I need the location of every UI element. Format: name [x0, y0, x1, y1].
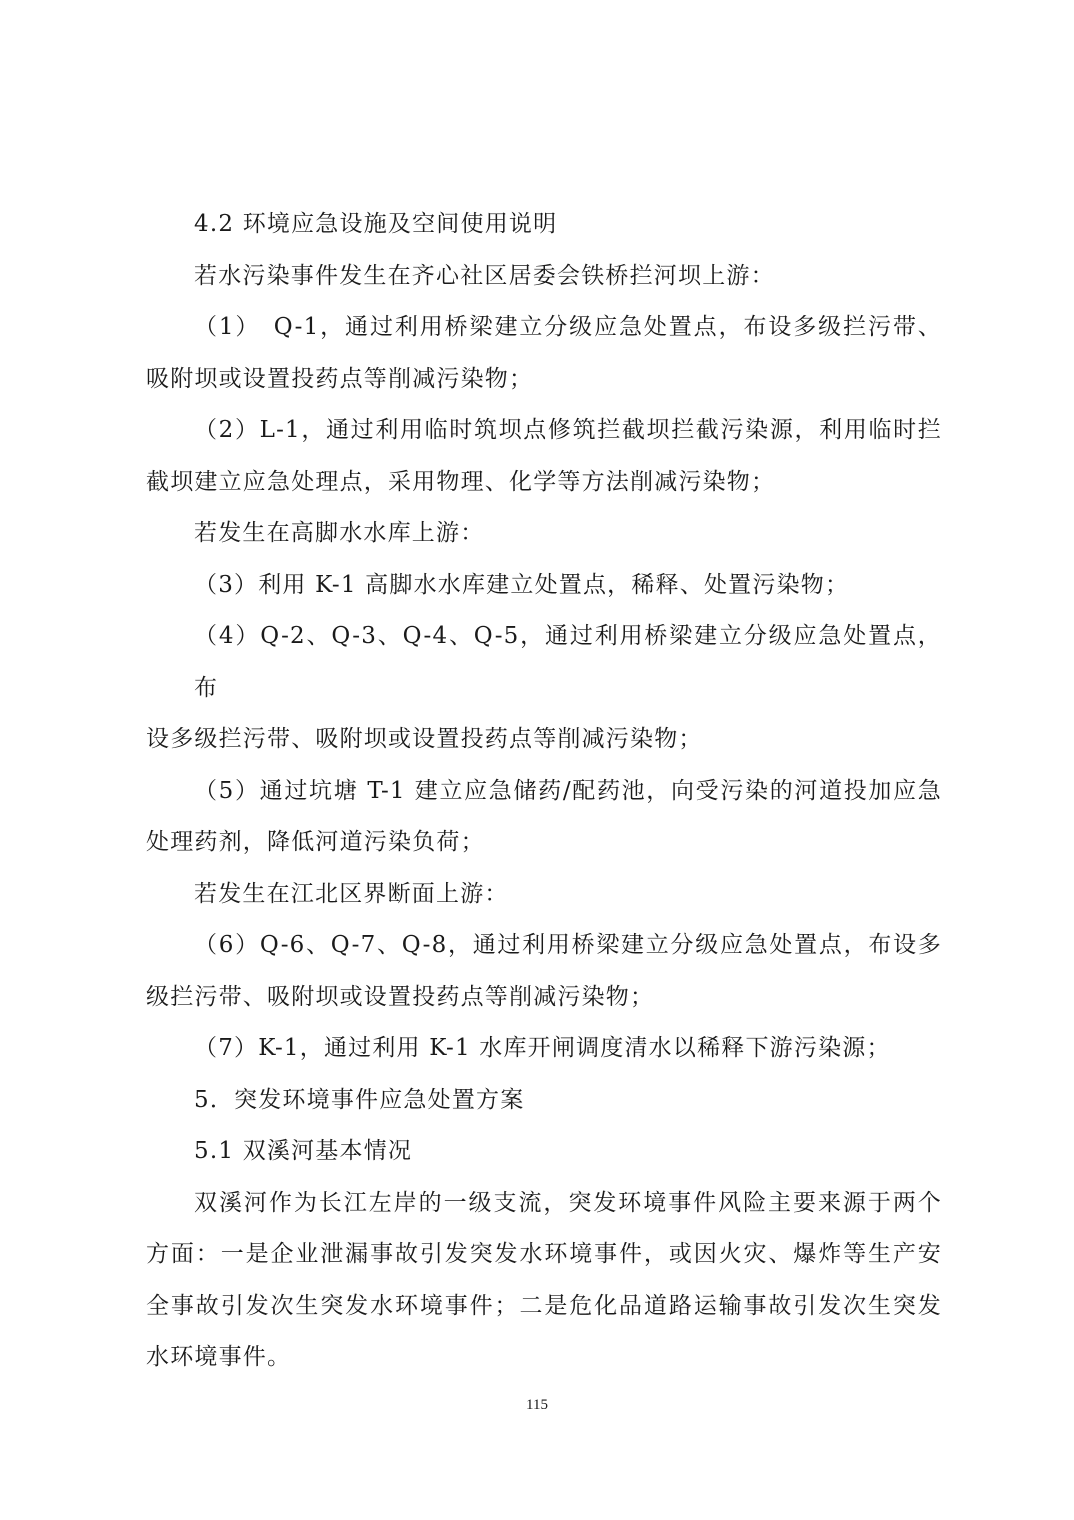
item-3: （3）利用 K-1 高脚水水库建立处置点，稀释、处置污染物； [194, 571, 850, 598]
paragraph-line-1: 双溪河作为长江左岸的一级支流，突发环境事件风险主要来源于两个 [194, 1189, 942, 1216]
item-5-line-1: （5）通过坑塘 T-1 建立应急储药/配药池，向受污染的河道投加应急 [194, 777, 942, 804]
item-1-line-1: （1） Q-1，通过利用桥梁建立分级应急处置点，布设多级拦污带、 [194, 314, 942, 340]
scenario-heading-2: 若发生在高脚水水库上游： [194, 520, 485, 546]
item-4-line-1: （4）Q-2、Q-3、Q-4、Q-5，通过利用桥梁建立分级应急处置点，布 [194, 623, 942, 701]
document-body [146, 199, 942, 1384]
item-5-line-2: 处理药剂，降低河道污染负荷； [146, 829, 485, 855]
item-2-line-2: 截坝建立应急处理点，采用物理、化学等方法削减污染物； [146, 468, 776, 495]
item-6-line-1: （6）Q-6、Q-7、Q-8，通过利用桥梁建立分级应急处置点，布设多 [194, 932, 942, 958]
section-heading-4-2: 4.2 环境应急设施及空间使用说明 [194, 211, 558, 237]
item-7: （7）K-1，通过利用 K-1 水库开闸调度清水以稀释下游污染源； [194, 1035, 891, 1061]
scenario-heading-1: 若水污染事件发生在齐心社区居委会铁桥拦河坝上游： [194, 262, 775, 289]
item-4-line-2: 设多级拦污带、吸附坝或设置投药点等削减污染物； [146, 726, 703, 752]
item-6-line-2: 级拦污带、吸附坝或设置投药点等削减污染物； [146, 983, 655, 1010]
item-1-line-2: 吸附坝或设置投药点等削减污染物； [146, 365, 534, 392]
paragraph-line-3: 全事故引发次生突发水环境事件；二是危化品道路运输事故引发次生突发 [146, 1292, 942, 1319]
paragraph-line-2: 方面：一是企业泄漏事故引发突发水环境事件，或因火灾、爆炸等生产安 [146, 1241, 942, 1267]
page-number: 115 [526, 1397, 548, 1413]
paragraph-line-4: 水环境事件。 [146, 1344, 292, 1370]
item-2-line-1: （2）L-1，通过利用临时筑坝点修筑拦截坝拦截污染源，利用临时拦 [194, 417, 942, 443]
section-heading-5-1: 5.1 双溪河基本情况 [194, 1138, 413, 1164]
section-heading-5: 5．突发环境事件应急处置方案 [194, 1086, 525, 1113]
scenario-heading-3: 若发生在江北区界断面上游： [194, 880, 509, 907]
